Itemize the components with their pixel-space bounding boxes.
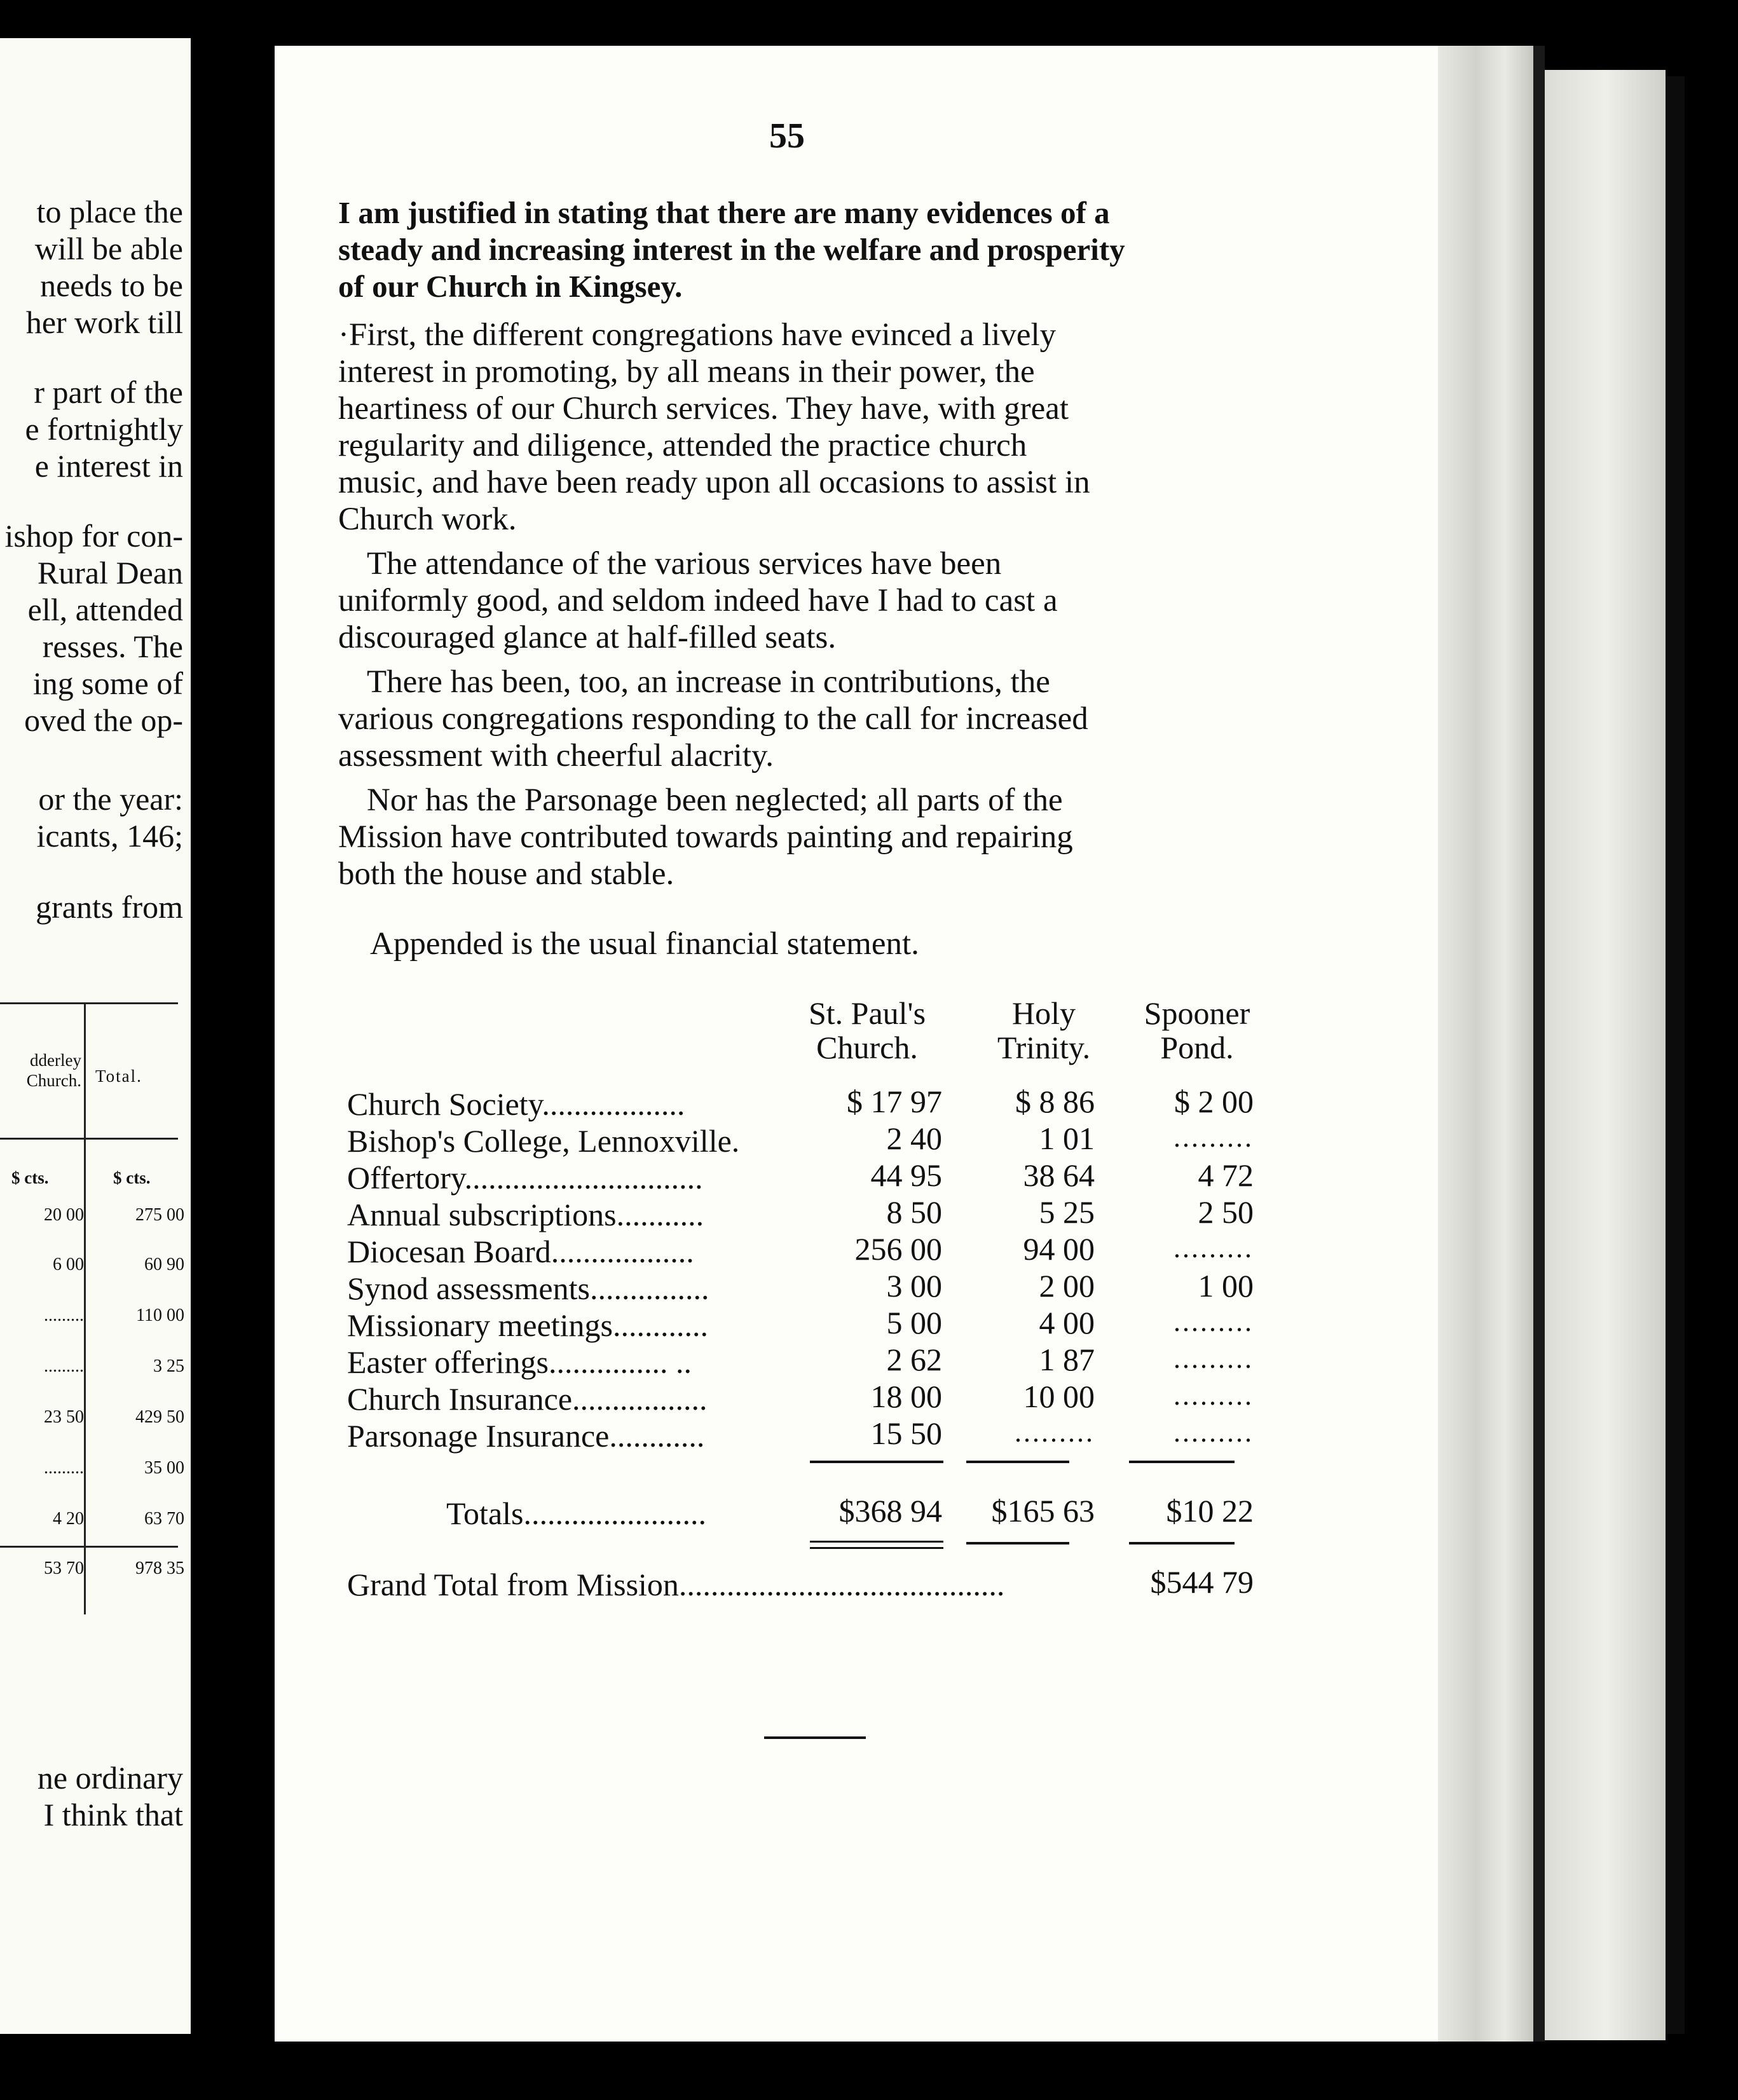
amount-cell: $ 8 86 bbox=[1015, 1084, 1095, 1119]
left-table-cell: 60 90 bbox=[144, 1255, 184, 1274]
left-table-cell: 275 00 bbox=[135, 1205, 184, 1225]
subtotal-rule bbox=[810, 1461, 943, 1463]
row-label-annual-subscriptions: Annual subscriptions........... bbox=[347, 1197, 704, 1232]
paragraph-line: The attendance of the various services have been bbox=[367, 546, 1002, 582]
empty-cell: ......... bbox=[1173, 1380, 1254, 1411]
page-stack-edge bbox=[1545, 70, 1666, 2040]
amount-cell: 2 50 bbox=[1198, 1194, 1254, 1230]
left-text-line: oved the op- bbox=[24, 702, 183, 738]
paragraph-line: various congregations responding to the call for increased bbox=[338, 701, 1088, 737]
amount-cell: 2 62 bbox=[886, 1342, 942, 1377]
empty-cell: ......... bbox=[1173, 1343, 1254, 1374]
amount-cell: 10 00 bbox=[1023, 1379, 1095, 1414]
left-table-cell: ......... bbox=[44, 1458, 84, 1478]
amount-cell: 4 72 bbox=[1198, 1157, 1254, 1193]
main-page bbox=[275, 46, 1438, 2042]
paragraph-line: of our Church in Kingsey. bbox=[338, 269, 683, 304]
subtotal-rule bbox=[966, 1461, 1069, 1463]
totals-label: Totals....................... bbox=[446, 1496, 706, 1531]
left-table-header-rule bbox=[0, 1138, 178, 1140]
left-table-cell: 978 35 bbox=[135, 1558, 184, 1578]
page-number: 55 bbox=[769, 116, 805, 156]
column-header-st-pauls: St. Paul's Church. bbox=[808, 995, 926, 1065]
amount-cell: 4 00 bbox=[1039, 1305, 1095, 1340]
amount-cell: 94 00 bbox=[1023, 1231, 1095, 1267]
amount-cell: 3 00 bbox=[886, 1268, 942, 1304]
left-table-header-total: Total. bbox=[95, 1067, 142, 1086]
paragraph-line: music, and have been ready upon all occasions to assist in bbox=[338, 465, 1090, 500]
left-table-unit: $ cts. bbox=[113, 1168, 151, 1187]
left-text-line: r part of the bbox=[34, 374, 183, 410]
left-text-line: her work till bbox=[25, 304, 183, 340]
left-table-divider bbox=[84, 1004, 86, 1614]
row-label-church-insurance: Church Insurance................. bbox=[347, 1381, 708, 1417]
paragraph-line: Mission have contributed towards painting and repairing bbox=[338, 819, 1073, 855]
paragraph-line: both the house and stable. bbox=[338, 856, 674, 892]
left-table-cell: 35 00 bbox=[144, 1458, 184, 1478]
paragraph-line: interest in promoting, by all means in their power, the bbox=[338, 354, 1035, 390]
empty-cell: ......... bbox=[1173, 1306, 1254, 1337]
page-stack-edge bbox=[1438, 46, 1533, 2042]
appended-note: Appended is the usual financial statement. bbox=[370, 926, 919, 962]
left-text-line: e interest in bbox=[34, 448, 183, 484]
left-table-cell: 23 50 bbox=[44, 1407, 84, 1427]
amount-cell: 1 01 bbox=[1039, 1121, 1095, 1156]
left-text-line: icants, 146; bbox=[36, 818, 183, 854]
left-table-cell: 3 25 bbox=[153, 1356, 184, 1376]
left-text-line: ell, attended bbox=[27, 592, 183, 627]
amount-cell: 44 95 bbox=[870, 1157, 942, 1193]
total-double-rule bbox=[810, 1541, 943, 1543]
paragraph-line: Church work. bbox=[338, 501, 517, 537]
left-table-cell: 110 00 bbox=[136, 1306, 184, 1325]
amount-cell: 2 00 bbox=[1039, 1268, 1095, 1304]
row-label-missionary-meetings: Missionary meetings............ bbox=[347, 1307, 709, 1343]
left-table-cell: 4 20 bbox=[53, 1509, 84, 1529]
left-text-line: resses. The bbox=[42, 629, 183, 664]
paragraph-line: uniformly good, and seldom indeed have I had to cast a bbox=[338, 583, 1058, 618]
left-facing-page bbox=[0, 38, 191, 2034]
amount-cell: $ 2 00 bbox=[1174, 1084, 1254, 1119]
paragraph-line: assessment with cheerful alacrity. bbox=[338, 738, 774, 774]
left-text-line: grants from bbox=[36, 889, 183, 925]
amount-cell: 256 00 bbox=[854, 1231, 942, 1267]
amount-cell: 2 40 bbox=[886, 1121, 942, 1156]
amount-cell: $ 17 97 bbox=[847, 1084, 942, 1119]
amount-cell: 5 25 bbox=[1039, 1194, 1095, 1230]
grand-total-value: $544 79 bbox=[1150, 1564, 1254, 1600]
row-label-easter-offerings: Easter offerings............... .. bbox=[347, 1344, 692, 1380]
row-label-synod-assessments: Synod assessments............... bbox=[347, 1271, 709, 1306]
paragraph-line: regularity and diligence, attended the practice church bbox=[338, 428, 1027, 463]
grand-total-label: Grand Total from Mission......................................... bbox=[347, 1567, 1005, 1602]
left-table-cell: 20 00 bbox=[44, 1205, 84, 1225]
amount-cell: 8 50 bbox=[886, 1194, 942, 1230]
left-table-top-rule bbox=[0, 1002, 178, 1004]
left-table-cell: ......... bbox=[44, 1306, 84, 1325]
row-label-church-society: Church Society.................. bbox=[347, 1086, 685, 1122]
amount-cell: 38 64 bbox=[1023, 1157, 1095, 1193]
left-text-line: e fortnightly bbox=[25, 411, 183, 447]
left-table-cell: 6 00 bbox=[53, 1255, 84, 1274]
left-text-line: or the year: bbox=[38, 781, 183, 817]
total-rule bbox=[966, 1542, 1069, 1544]
amount-cell: 18 00 bbox=[870, 1379, 942, 1414]
paragraph-line: ·First, the different congregations have evinced a lively bbox=[338, 317, 1057, 353]
left-text-line: ing some of bbox=[32, 665, 183, 701]
amount-cell: 5 00 bbox=[886, 1305, 942, 1340]
left-table-header-adderley: dderley Church. bbox=[26, 1051, 81, 1091]
page-gap-shadow bbox=[1533, 46, 1545, 2042]
left-table-cell: 53 70 bbox=[44, 1558, 84, 1578]
left-table-cell: 63 70 bbox=[144, 1509, 184, 1529]
total-holy-trinity: $165 63 bbox=[991, 1493, 1095, 1529]
book-cover-edge bbox=[1666, 76, 1685, 2034]
paragraph-line: I am justified in stating that there are many evidences of a bbox=[338, 195, 1110, 230]
total-st-pauls: $368 94 bbox=[838, 1493, 942, 1529]
amount-cell: 1 00 bbox=[1198, 1268, 1254, 1304]
column-header-spooner-pond: Spooner Pond. bbox=[1144, 995, 1250, 1065]
paragraph-line: heartiness of our Church services. They have, with great bbox=[338, 391, 1069, 426]
left-text-line: will be able bbox=[34, 231, 183, 266]
left-table-cell: ......... bbox=[44, 1356, 84, 1376]
row-label-parsonage-insurance: Parsonage Insurance............ bbox=[347, 1418, 705, 1454]
empty-cell: ......... bbox=[1173, 1122, 1254, 1153]
left-text-line: I think that bbox=[43, 1797, 183, 1832]
paragraph-line: steady and increasing interest in the welfare and prosperity bbox=[338, 232, 1125, 267]
left-table-unit: $ cts. bbox=[11, 1168, 49, 1187]
empty-cell: ......... bbox=[1173, 1417, 1254, 1448]
row-label-bishops-college: Bishop's College, Lennoxville. bbox=[347, 1123, 740, 1159]
total-spooner-pond: $10 22 bbox=[1166, 1493, 1254, 1529]
total-rule bbox=[1129, 1542, 1235, 1544]
total-double-rule bbox=[810, 1547, 943, 1549]
left-text-line: Rural Dean bbox=[37, 555, 183, 590]
amount-cell: 1 87 bbox=[1039, 1342, 1095, 1377]
left-table-total-rule bbox=[0, 1546, 178, 1548]
left-table-cell: 429 50 bbox=[135, 1407, 184, 1427]
left-text-line: ishop for con- bbox=[4, 518, 183, 554]
row-label-offertory: Offertory.............................. bbox=[347, 1160, 703, 1196]
row-label-diocesan-board: Diocesan Board.................. bbox=[347, 1234, 694, 1269]
subtotal-rule bbox=[1129, 1461, 1235, 1463]
section-end-rule bbox=[764, 1736, 866, 1739]
left-text-line: needs to be bbox=[40, 268, 183, 303]
amount-cell: 15 50 bbox=[870, 1415, 942, 1451]
left-text-line: to place the bbox=[36, 194, 183, 229]
empty-cell: ......... bbox=[1173, 1232, 1254, 1264]
paragraph-line: There has been, too, an increase in contributions, the bbox=[367, 664, 1050, 700]
empty-cell: ......... bbox=[1015, 1417, 1095, 1448]
column-header-holy-trinity: Holy Trinity. bbox=[997, 995, 1091, 1065]
left-text-line: ne ordinary bbox=[37, 1760, 183, 1796]
paragraph-line: discouraged glance at half-filled seats. bbox=[338, 620, 837, 655]
paragraph-line: Nor has the Parsonage been neglected; all parts of the bbox=[367, 782, 1063, 818]
